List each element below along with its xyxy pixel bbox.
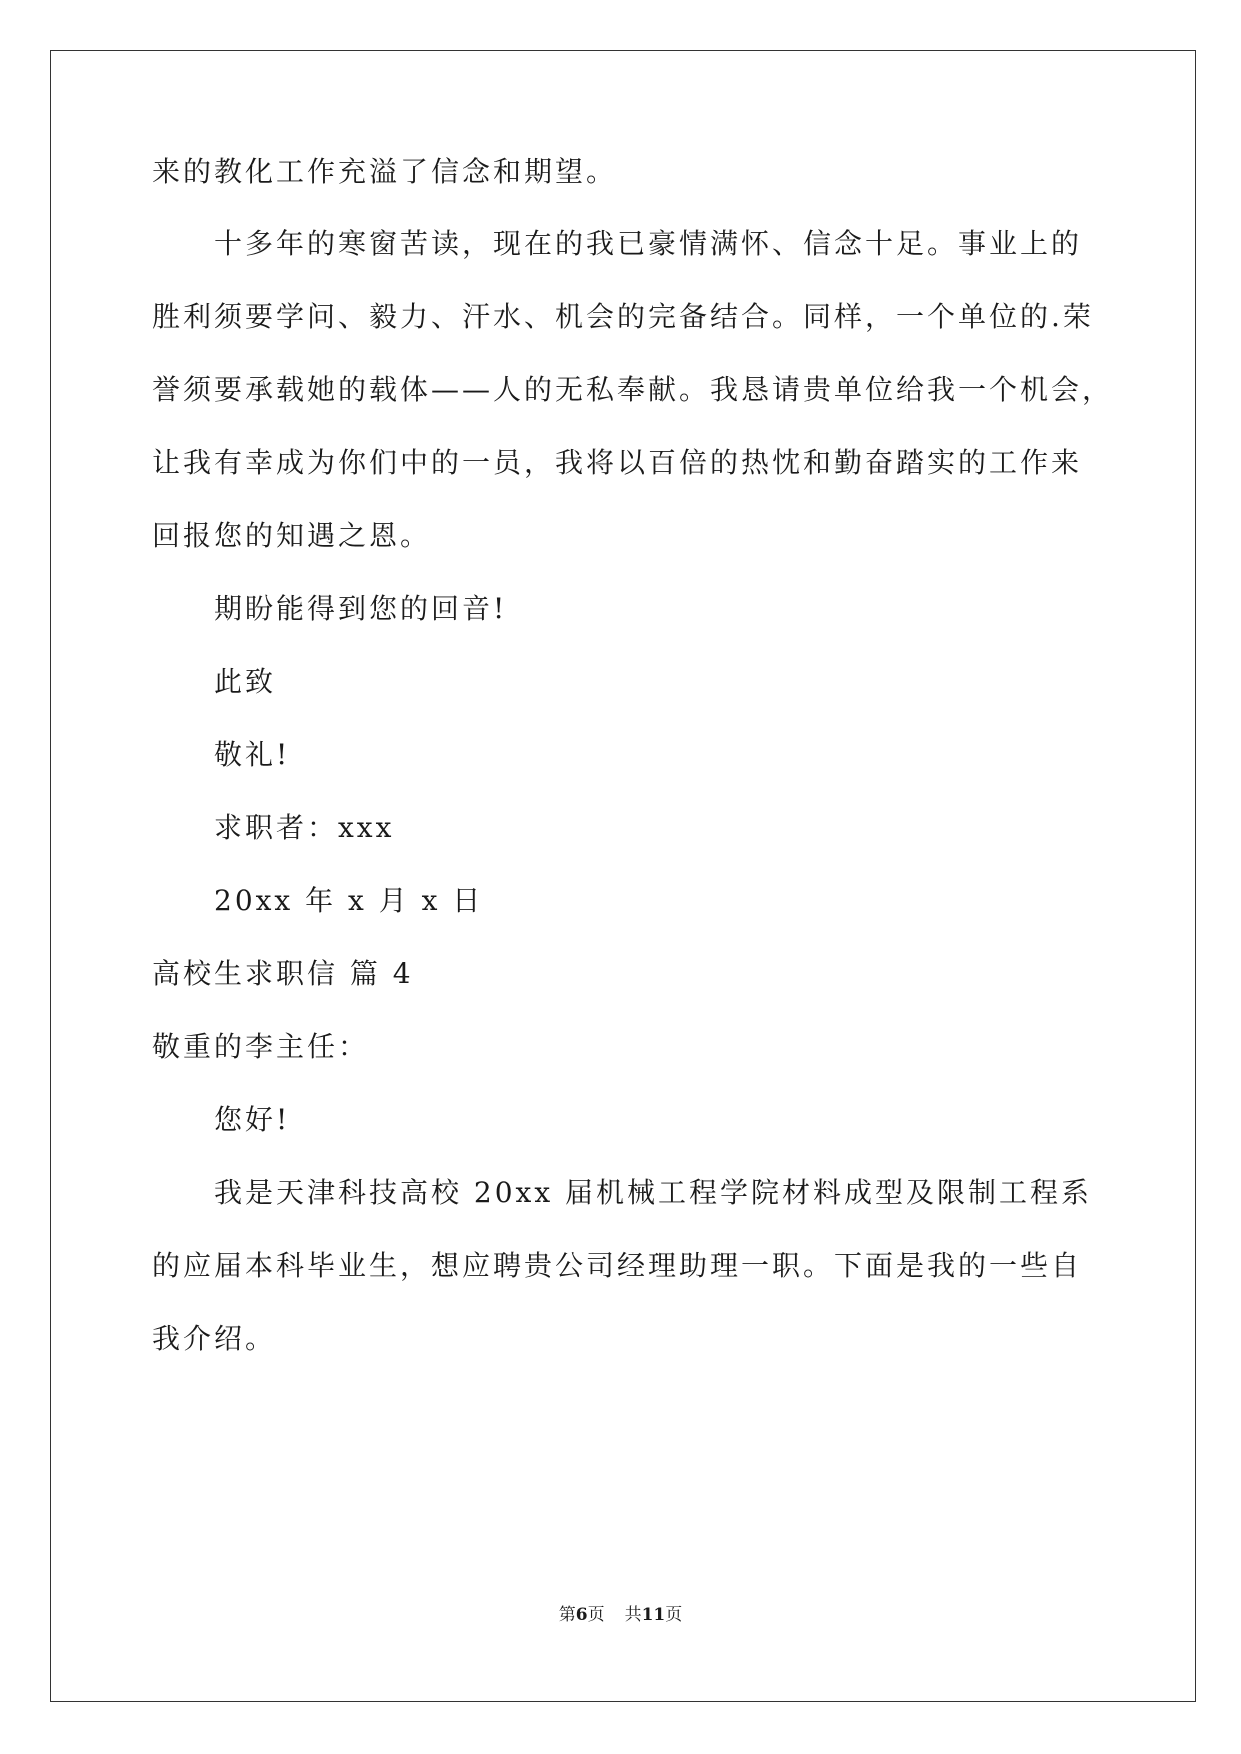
footer-prefix: 第 [558,1605,576,1625]
total-pages-number: 11 [641,1605,666,1625]
greeting-line: 您好! [214,1103,291,1136]
text-line: 的应届本科毕业生，想应聘贵公司经理助理一职。下面是我的一些自 [152,1249,1083,1282]
text-line: 来的教化工作充溢了信念和期望。 [152,155,618,188]
text-line: 期盼能得到您的回音! [214,592,508,625]
footer-page-word: 页 [587,1605,605,1625]
section-heading: 高校生求职信 篇 4 [152,957,414,990]
date-line: 20xx 年 x 月 x 日 [214,884,484,917]
footer-total-prefix: 共 [624,1605,642,1625]
text-line: 我是天津科技高校 20xx 届机械工程学院材料成型及限制工程系 [214,1176,1093,1209]
footer-total-suffix: 页 [665,1605,683,1625]
text-line: 回报您的知遇之恩。 [152,519,432,552]
closing-phrase: 此致 [214,665,277,698]
text-line: 誉须要承载她的载体——人的无私奉献。我恳请贵单位给我一个机会， [152,373,1114,406]
current-page-number: 6 [575,1605,588,1625]
recipient-greeting: 敬重的李主任： [152,1030,370,1063]
page-footer [0,1603,1241,1627]
salutation-close: 敬礼! [214,738,291,771]
signature-line: 求职者：xxx [214,811,395,844]
text-line: 我介绍。 [152,1322,277,1355]
text-line: 十多年的寒窗苦读，现在的我已豪情满怀、信念十足。事业上的 [214,227,1083,260]
text-line: 胜利须要学问、毅力、汗水、机会的完备结合。同样，一个单位的.荣 [152,300,1094,333]
text-line: 让我有幸成为你们中的一员，我将以百倍的热忱和勤奋踏实的工作来 [152,446,1083,479]
